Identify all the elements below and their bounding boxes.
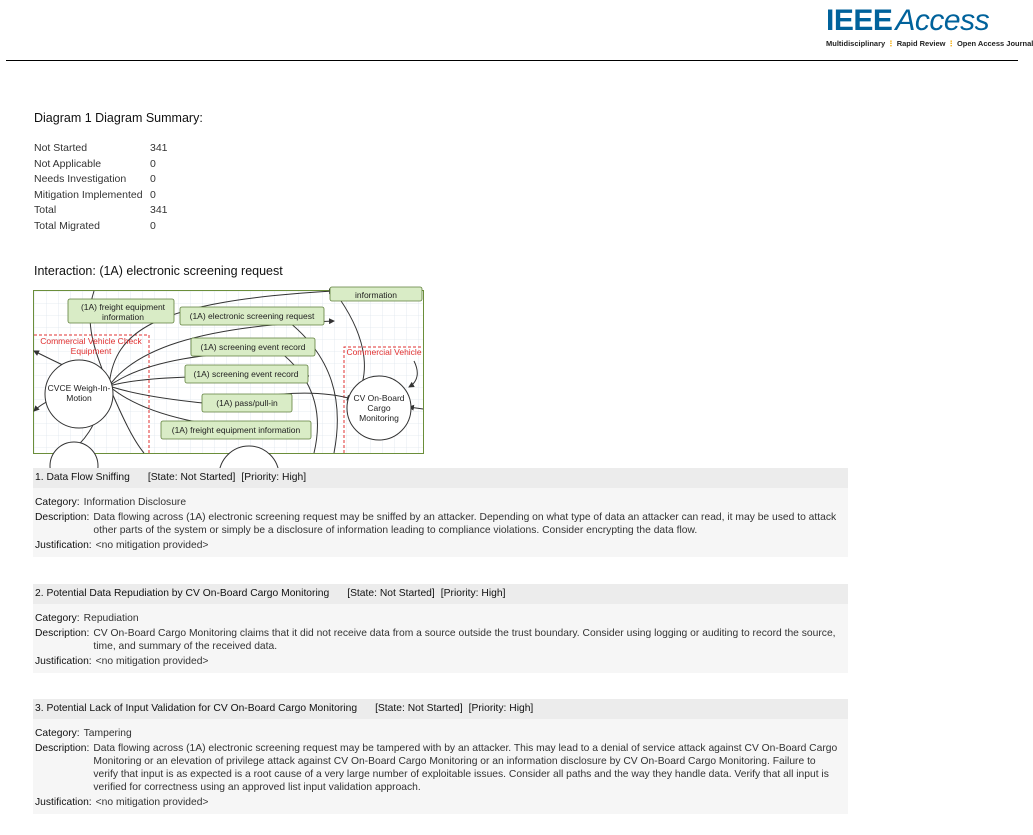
interaction-diagram xyxy=(33,290,424,454)
logo-ieee-text: IEEE xyxy=(826,4,893,37)
diagram-label-freight-1: (1A) freight equipment xyxy=(80,302,166,312)
summary-row xyxy=(34,172,168,188)
threat-state: [State: Not Started] xyxy=(147,472,236,483)
diagram-label-screening-event-2: (1A) screening event record xyxy=(193,369,299,379)
logo-tagline-1: Multidisciplinary xyxy=(826,39,886,48)
threat-item xyxy=(33,468,848,557)
description-value: Data flowing across (1A) electronic screening request may be tampered with by an attacker. This may lead to a denial of service attack against CV On-Board Cargo Monitoring or an elevation of privilege attack against CV On-Board Cargo Monitoring or an information disclosure by CV On-Board Cargo Monitoring. Failure to verify that input is as expected is a root cause of a very large number of exploitable issues. Consider all paths and the way they handle data. Verify that all input is verified for correctness using an approved list input validation approach. xyxy=(93,743,838,793)
diagram-label-freight-bottom: (1A) freight equipment information xyxy=(171,425,301,435)
threat-description-row xyxy=(35,742,848,794)
diagram-label-pass-pull: (1A) pass/pull-in xyxy=(216,398,278,408)
justification-value: <no mitigation provided> xyxy=(95,797,209,808)
justification-label: Justification: xyxy=(35,797,92,808)
diagram-label-screening-event-1: (1A) screening event record xyxy=(200,342,306,352)
description-label: Description: xyxy=(35,743,90,754)
logo-tagline-3: Open Access Journal xyxy=(956,39,1033,48)
threat-category-row xyxy=(35,496,848,509)
description-value: Data flowing across (1A) electronic screening request may be sniffed by an attacker. Depending on what type of data an attacker can read, it may be used to attack other parts of the system or simply be a disclosure of information leading to compliance violations. Consider encrypting the data flow. xyxy=(93,512,837,536)
threat-justification-row xyxy=(35,655,848,668)
logo-tagline: Multidisciplinary ⋮ Rapid Review ⋮ Open Access Journal xyxy=(826,39,1033,48)
summary-value: 0 xyxy=(150,157,156,170)
category-value: Information Disclosure xyxy=(83,497,187,508)
summary-table xyxy=(34,141,168,235)
summary-row xyxy=(34,157,168,173)
justification-label: Justification: xyxy=(35,656,92,667)
threat-title: 3. Potential Lack of Input Validation for CV On-Board Cargo Monitoring xyxy=(35,703,358,714)
summary-title: Diagram 1 Diagram Summary: xyxy=(34,111,203,125)
interaction-title: Interaction: (1A) electronic screening request xyxy=(34,264,283,278)
summary-row xyxy=(34,203,168,219)
summary-label: Total Migrated xyxy=(34,219,100,232)
description-label: Description: xyxy=(35,628,90,639)
threat-justification-row xyxy=(35,796,848,809)
summary-label: Not Started xyxy=(34,142,88,154)
process-cvce-label-2: Motion xyxy=(66,393,92,403)
threat-category-row xyxy=(35,727,848,740)
process-cvce-label-1: CVCE Weigh-In- xyxy=(47,383,111,393)
threat-state: [State: Not Started] xyxy=(375,703,463,714)
threat-priority: [Priority: High] xyxy=(241,472,307,483)
category-label: Category: xyxy=(35,497,80,508)
threat-title: 1. Data Flow Sniffing xyxy=(35,472,130,483)
diagram-label-information: information xyxy=(354,290,398,300)
diagram-boundary-label-left-2: Equipment xyxy=(70,346,112,356)
threat-header xyxy=(33,699,848,719)
description-value: CV On-Board Cargo Monitoring claims that it did not receive data from a source outside the trust boundary. Consider using logging or auditing to record the source, time, and summary of the received data. xyxy=(93,628,836,652)
threat-body xyxy=(33,719,848,814)
header-divider xyxy=(6,60,1018,61)
process-cv-label-1: CV On-Board xyxy=(353,393,405,403)
logo-tagline-2: Rapid Review xyxy=(896,39,946,48)
ieee-access-logo xyxy=(826,4,1033,48)
threat-body xyxy=(33,604,848,673)
category-label: Category: xyxy=(35,613,80,624)
logo-access-text: Access xyxy=(895,4,990,37)
threat-title: 2. Potential Data Repudiation by CV On-Board Cargo Monitoring xyxy=(35,588,330,599)
threat-header xyxy=(33,584,848,604)
summary-value: 341 xyxy=(150,204,168,217)
summary-label: Needs Investigation xyxy=(34,173,127,186)
summary-value: 0 xyxy=(150,173,156,186)
diagram-boundary-label-left-1: Commercial Vehicle Check xyxy=(40,336,142,346)
diagram-boundary-label-right: Commercial Vehicle xyxy=(346,347,422,357)
justification-value: <no mitigation provided> xyxy=(95,540,209,551)
threat-item xyxy=(33,584,848,673)
threat-priority: [Priority: High] xyxy=(440,588,506,599)
logo-wordmark xyxy=(826,6,1016,36)
threat-item xyxy=(33,699,848,814)
threat-category-row xyxy=(35,612,848,625)
process-cv-label-3: Monitoring xyxy=(359,413,399,423)
threat-justification-row xyxy=(35,539,848,552)
justification-value: <no mitigation provided> xyxy=(95,656,209,667)
summary-value: 341 xyxy=(150,142,168,154)
diagram-canvas xyxy=(34,291,423,453)
summary-row xyxy=(34,219,168,235)
description-label: Description: xyxy=(35,512,90,523)
summary-value: 0 xyxy=(150,188,156,201)
justification-label: Justification: xyxy=(35,540,92,551)
diagram-label-electronic-screening: (1A) electronic screening request xyxy=(189,311,315,321)
summary-label: Not Applicable xyxy=(34,157,102,170)
summary-row xyxy=(34,141,168,157)
threat-body xyxy=(33,488,848,557)
summary-row xyxy=(34,188,168,204)
category-value: Repudiation xyxy=(83,613,139,624)
threat-header xyxy=(33,468,848,488)
threat-description-row xyxy=(35,511,848,537)
summary-label: Total xyxy=(34,204,57,217)
diagram-label-freight-2: information xyxy=(101,312,145,322)
process-cv-label-2: Cargo xyxy=(367,403,391,413)
threat-state: [State: Not Started] xyxy=(347,588,435,599)
category-value: Tampering xyxy=(83,728,132,739)
summary-label: Mitigation Implemented xyxy=(34,188,143,201)
threat-description-row xyxy=(35,627,848,653)
category-label: Category: xyxy=(35,728,80,739)
threat-priority: [Priority: High] xyxy=(468,703,534,714)
summary-value: 0 xyxy=(150,219,156,232)
